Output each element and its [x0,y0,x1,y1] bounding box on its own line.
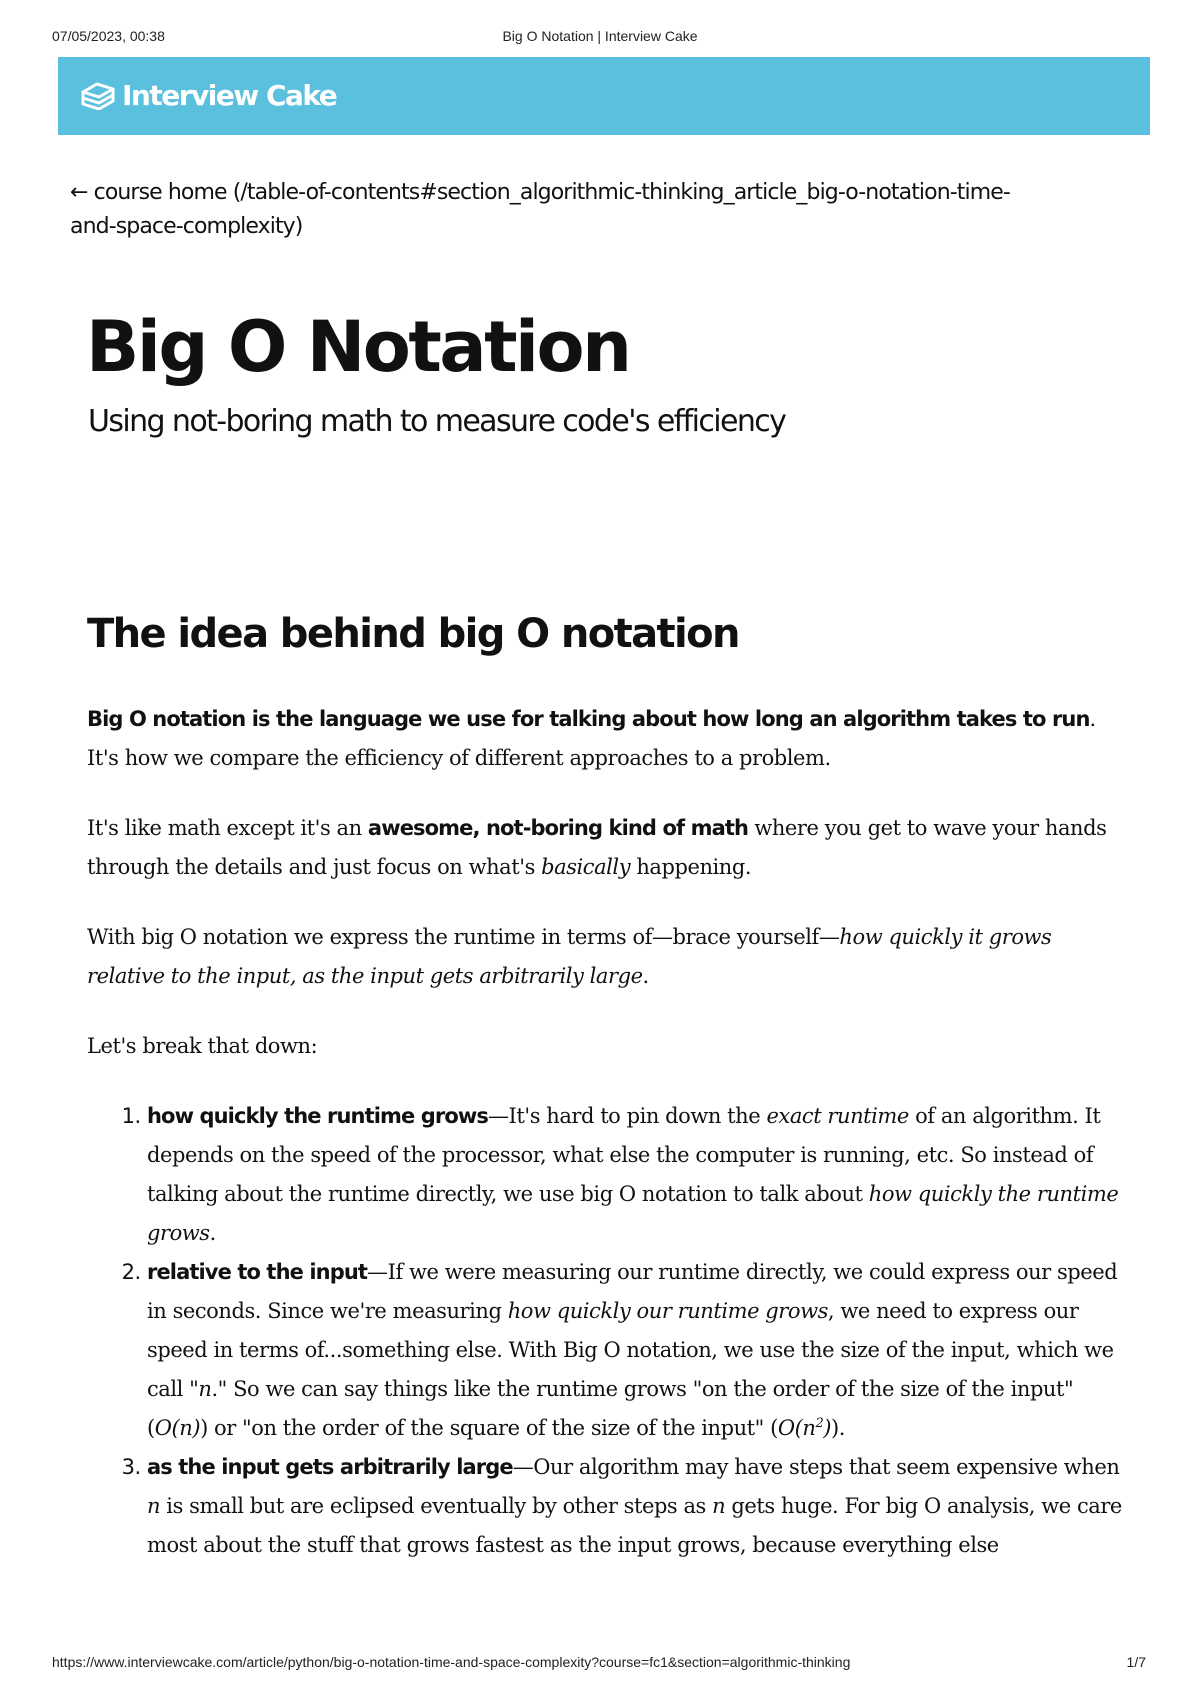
text: of an algorithm. It depends on the speed of the processor, what else the computer is running, etc. So instead of talking about the runtime directly, we use big O notation to talk about [147,1104,1101,1206]
print-header [0,28,1200,48]
text: ) or "on the order of the square of the size of the input" ( [200,1416,778,1440]
text: gets huge. For big O analysis, we care most about the stuff that grows fastest as the input grows, because everything else [147,1494,1122,1557]
italic-text: basically [541,855,631,879]
math-n: n [198,1377,212,1401]
course-home-link-line1: ← course home (/table-of-contents#section_algorithmic-thinking_article_big-o-notation-time- [70,180,1010,205]
site-banner [58,57,1150,135]
text: , we need to express our speed in terms of...something else. With Big O notation, we use the size of the input, which we call " [147,1299,1114,1401]
math-text: ) [823,1416,832,1440]
text: —If we were measuring our runtime directly, we could express our speed in seconds. Since we're measuring [147,1260,1118,1323]
list-item [147,1253,1127,1448]
paragraph-breakdown: Let's break that down: [87,1034,318,1058]
brand-home-link[interactable] [80,75,336,115]
math-big-o-n: O(n) [154,1416,201,1440]
text: ." So we can say things like the runtime grows "on the order of the size of the input" ( [147,1377,1074,1440]
page-title: Big O Notation [86,306,630,388]
text: . [642,964,649,988]
math-exponent: 2 [815,1416,824,1431]
math-big-o-n-squared [778,1416,831,1440]
text: ). [831,1416,845,1440]
print-footer [0,1654,1200,1674]
paragraph-math [87,809,1127,887]
print-page-title: Big O Notation | Interview Cake [502,28,698,44]
text: is small but are eclipsed eventually by other steps as [160,1494,713,1518]
course-home-link-line2: and-space-complexity) [70,214,303,239]
bold-text: as the input gets arbitrarily large [147,1455,513,1479]
breakdown-list [87,1097,1127,1565]
math-n: n [712,1494,726,1518]
text: It's like math except it's an [87,816,368,840]
section-heading: The idea behind big O notation [87,611,739,657]
text: where you get to wave your hands through the details and just focus on what's [87,816,1107,879]
print-url: https://www.interviewcake.com/article/python/big-o-notation-time-and-space-complexity?course=fc1&section=algorithmic-thinking [52,1654,851,1670]
list-item [147,1448,1127,1565]
italic-text: how quickly our runtime grows [507,1299,828,1323]
text: —It's hard to pin down the [487,1104,767,1128]
print-datetime: 07/05/2023, 00:38 [52,28,165,44]
bold-text: relative to the input [147,1260,368,1284]
page-subtitle: Using not-boring math to measure code's efficiency [88,404,786,439]
paragraph-runtime [87,918,1127,996]
list-item [147,1097,1127,1253]
italic-text: how quickly the runtime grows [147,1182,1119,1245]
paragraph-intro [87,700,1127,778]
italic-text: how quickly it grows relative to the input, as the input gets arbitrarily large [87,925,1052,988]
text: —Our algorithm may have steps that seem expensive when [512,1455,1120,1479]
cake-icon [80,80,116,110]
text: With big O notation we express the runtime in terms of—brace yourself— [87,925,840,949]
article-body [87,700,1127,1565]
bold-text: how quickly the runtime grows [147,1104,488,1128]
print-page-number: 1/7 [1126,1654,1146,1670]
text: happening. [630,855,752,879]
math-text: O(n [777,1416,816,1440]
course-home-link[interactable] [70,176,1130,244]
bold-text: awesome, not-boring kind of math [367,816,749,840]
text: . It's how we compare the efficiency of different approaches to a problem. [87,707,1096,770]
bold-text: Big O notation is the language we use for talking about how long an algorithm takes to run [87,707,1090,731]
math-n: n [147,1494,161,1518]
italic-text: exact runtime [766,1104,909,1128]
brand-name: Interview Cake [122,78,337,112]
text: . [209,1221,216,1245]
